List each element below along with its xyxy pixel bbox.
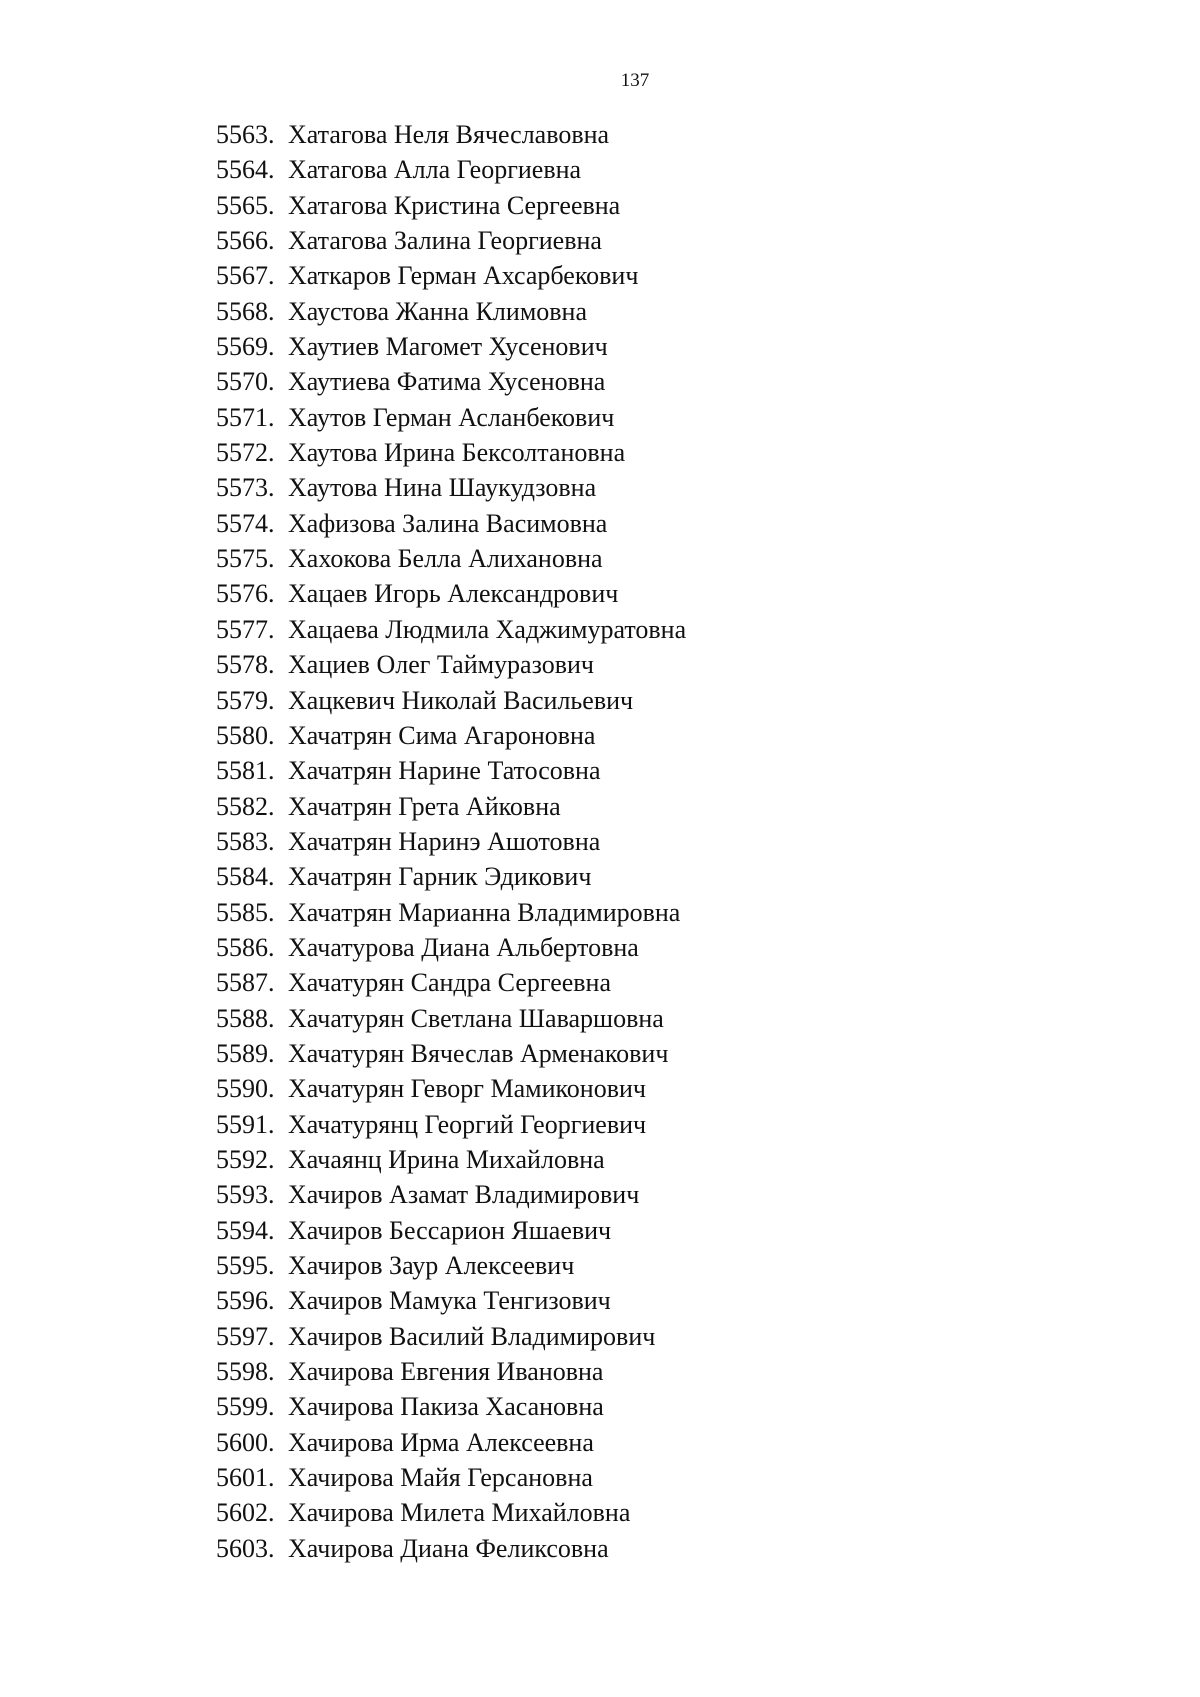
entry-name: Хачатурянц Георгий Георгиевич	[288, 1109, 647, 1139]
entry-name: Хачатурян Вячеслав Арменакович	[288, 1038, 669, 1068]
entry-name: Хатагова Залина Георгиевна	[288, 226, 602, 256]
list-item	[216, 435, 686, 470]
list-item	[216, 683, 686, 718]
entry-name: Хацкевич Николай Васильевич	[288, 685, 634, 715]
list-item	[216, 152, 686, 187]
entry-number: 5597.	[216, 1321, 275, 1351]
entry-number: 5582.	[216, 791, 275, 821]
list-item	[216, 895, 686, 930]
list-item	[216, 1071, 686, 1106]
entry-number: 5581.	[216, 756, 275, 786]
entry-name: Хачирова Пакиза Хасановна	[288, 1392, 604, 1422]
entry-number: 5569.	[216, 332, 275, 362]
entry-name: Хачатурян Геворг Мамиконович	[288, 1074, 646, 1104]
entry-number: 5577.	[216, 614, 275, 644]
list-item	[216, 1107, 686, 1142]
entry-number: 5585.	[216, 897, 275, 927]
entry-name: Хачирова Ирма Алексеевна	[288, 1427, 594, 1457]
list-item	[216, 400, 686, 435]
list-item	[216, 930, 686, 965]
entry-name: Хахокова Белла Алихановна	[288, 544, 603, 574]
list-item	[216, 364, 686, 399]
entry-name: Хациев Олег Таймуразович	[288, 650, 594, 680]
entry-number: 5586.	[216, 932, 275, 962]
entry-name: Хатагова Кристина Сергеевна	[288, 190, 621, 220]
entry-number: 5598.	[216, 1357, 275, 1387]
entry-name: Хачирова Милета Михайловна	[288, 1498, 631, 1528]
entry-name: Хаутиев Магомет Хусенович	[288, 332, 608, 362]
list-item	[216, 1425, 686, 1460]
entry-number: 5567.	[216, 261, 275, 291]
entry-number: 5564.	[216, 155, 275, 185]
entry-name: Хачатурян Сандра Сергеевна	[288, 968, 612, 998]
entry-number: 5589.	[216, 1038, 275, 1068]
entry-name: Хатагова Неля Вячеславовна	[288, 120, 610, 149]
entry-number: 5584.	[216, 862, 275, 892]
list-item	[216, 470, 686, 505]
entry-name: Хачирова Майя Герсановна	[288, 1463, 593, 1493]
entry-number: 5583.	[216, 826, 275, 856]
entry-name: Хачиров Мамука Тенгизович	[288, 1286, 611, 1316]
entry-name: Хаткаров Герман Ахсарбекович	[288, 261, 639, 291]
entry-name: Хаутова Ирина Бексолтановна	[288, 438, 626, 468]
entry-number: 5600.	[216, 1427, 275, 1457]
list-item	[216, 1142, 686, 1177]
entry-name: Хачирова Евгения Ивановна	[288, 1357, 604, 1387]
list-item	[216, 258, 686, 293]
list-item	[216, 1495, 686, 1530]
entry-number: 5599.	[216, 1392, 275, 1422]
entry-name: Хачатрян Наринэ Ашотовна	[288, 826, 601, 856]
list-item	[216, 753, 686, 788]
entry-number: 5602.	[216, 1498, 275, 1528]
entry-number: 5571.	[216, 402, 275, 432]
entry-number: 5576.	[216, 579, 275, 609]
entry-name: Хацаев Игорь Александрович	[288, 579, 619, 609]
entry-number: 5590.	[216, 1074, 275, 1104]
entry-name: Хачиров Азамат Владимирович	[288, 1180, 640, 1210]
entry-number: 5578.	[216, 650, 275, 680]
list-item	[216, 789, 686, 824]
entry-number: 5565.	[216, 190, 275, 220]
entry-number: 5591.	[216, 1109, 275, 1139]
list-item	[216, 294, 686, 329]
list-item	[216, 329, 686, 364]
list-item	[216, 824, 686, 859]
list-item	[216, 1001, 686, 1036]
entry-name: Хачатрян Гарник Эдикович	[288, 862, 592, 892]
list-item	[216, 541, 686, 576]
entry-number: 5587.	[216, 968, 275, 998]
entry-name: Хаутов Герман Асланбекович	[288, 402, 615, 432]
entry-number: 5592.	[216, 1144, 275, 1174]
entry-name: Хачиров Бессарион Яшаевич	[288, 1215, 612, 1245]
entry-number: 5570.	[216, 367, 275, 397]
entry-number: 5572.	[216, 438, 275, 468]
entry-name: Хачатрян Сима Агароновна	[288, 720, 596, 750]
entry-number: 5579.	[216, 685, 275, 715]
entry-number: 5601.	[216, 1463, 275, 1493]
entry-name: Хацаева Людмила Хаджимуратовна	[288, 614, 687, 644]
list-item	[216, 1319, 686, 1354]
entry-number: 5603.	[216, 1533, 275, 1563]
entry-name: Хаутова Нина Шаукудзовна	[288, 473, 597, 503]
list-item	[216, 647, 686, 682]
entry-name: Хафизова Залина Васимовна	[288, 508, 608, 538]
list-item	[216, 576, 686, 611]
entry-number: 5580.	[216, 720, 275, 750]
list-item	[216, 1460, 686, 1495]
entry-number: 5595.	[216, 1251, 275, 1280]
entry-name: Хачирова Диана Феликсовна	[288, 1533, 609, 1563]
entry-name: Хаустова Жанна Климовна	[288, 296, 587, 326]
entry-number: 5575.	[216, 544, 275, 574]
entry-name: Хачиров Заур Алексеевич	[288, 1251, 575, 1280]
entry-name: Хатагова Алла Георгиевна	[288, 155, 582, 185]
list-item	[216, 1389, 686, 1424]
entry-number: 5566.	[216, 226, 275, 256]
name-list	[216, 117, 686, 1566]
list-item	[216, 223, 686, 258]
entry-number: 5568.	[216, 296, 275, 326]
entry-number: 5588.	[216, 1003, 275, 1033]
entry-name: Хачиров Василий Владимирович	[288, 1321, 656, 1351]
list-item	[216, 718, 686, 753]
list-item	[216, 1036, 686, 1071]
entry-number: 5593.	[216, 1180, 275, 1210]
list-item	[216, 1354, 686, 1389]
entry-number: 5574.	[216, 508, 275, 538]
entry-name: Хачаянц Ирина Михайловна	[288, 1144, 605, 1174]
page-number: 137	[620, 70, 650, 91]
entry-name: Хачатрян Марианна Владимировна	[288, 897, 681, 927]
list-item	[216, 117, 686, 152]
list-item	[216, 188, 686, 223]
list-item	[216, 1177, 686, 1212]
entry-number: 5573.	[216, 473, 275, 503]
entry-number: 5594.	[216, 1215, 275, 1245]
list-item	[216, 612, 686, 647]
entry-name: Хачатрян Нарине Татосовна	[288, 756, 601, 786]
entry-name: Хаутиева Фатима Хусеновна	[288, 367, 606, 397]
list-item	[216, 1248, 686, 1283]
entry-name: Хачатурова Диана Альбертовна	[288, 932, 639, 962]
list-item	[216, 1283, 686, 1318]
entry-number: 5563.	[216, 120, 275, 149]
list-item	[216, 1213, 686, 1248]
entry-number: 5596.	[216, 1286, 275, 1316]
list-item	[216, 965, 686, 1000]
entry-name: Хачатурян Светлана Шаваршовна	[288, 1003, 664, 1033]
list-item	[216, 1531, 686, 1566]
entry-name: Хачатрян Грета Айковна	[288, 791, 561, 821]
list-item	[216, 506, 686, 541]
list-item	[216, 859, 686, 894]
